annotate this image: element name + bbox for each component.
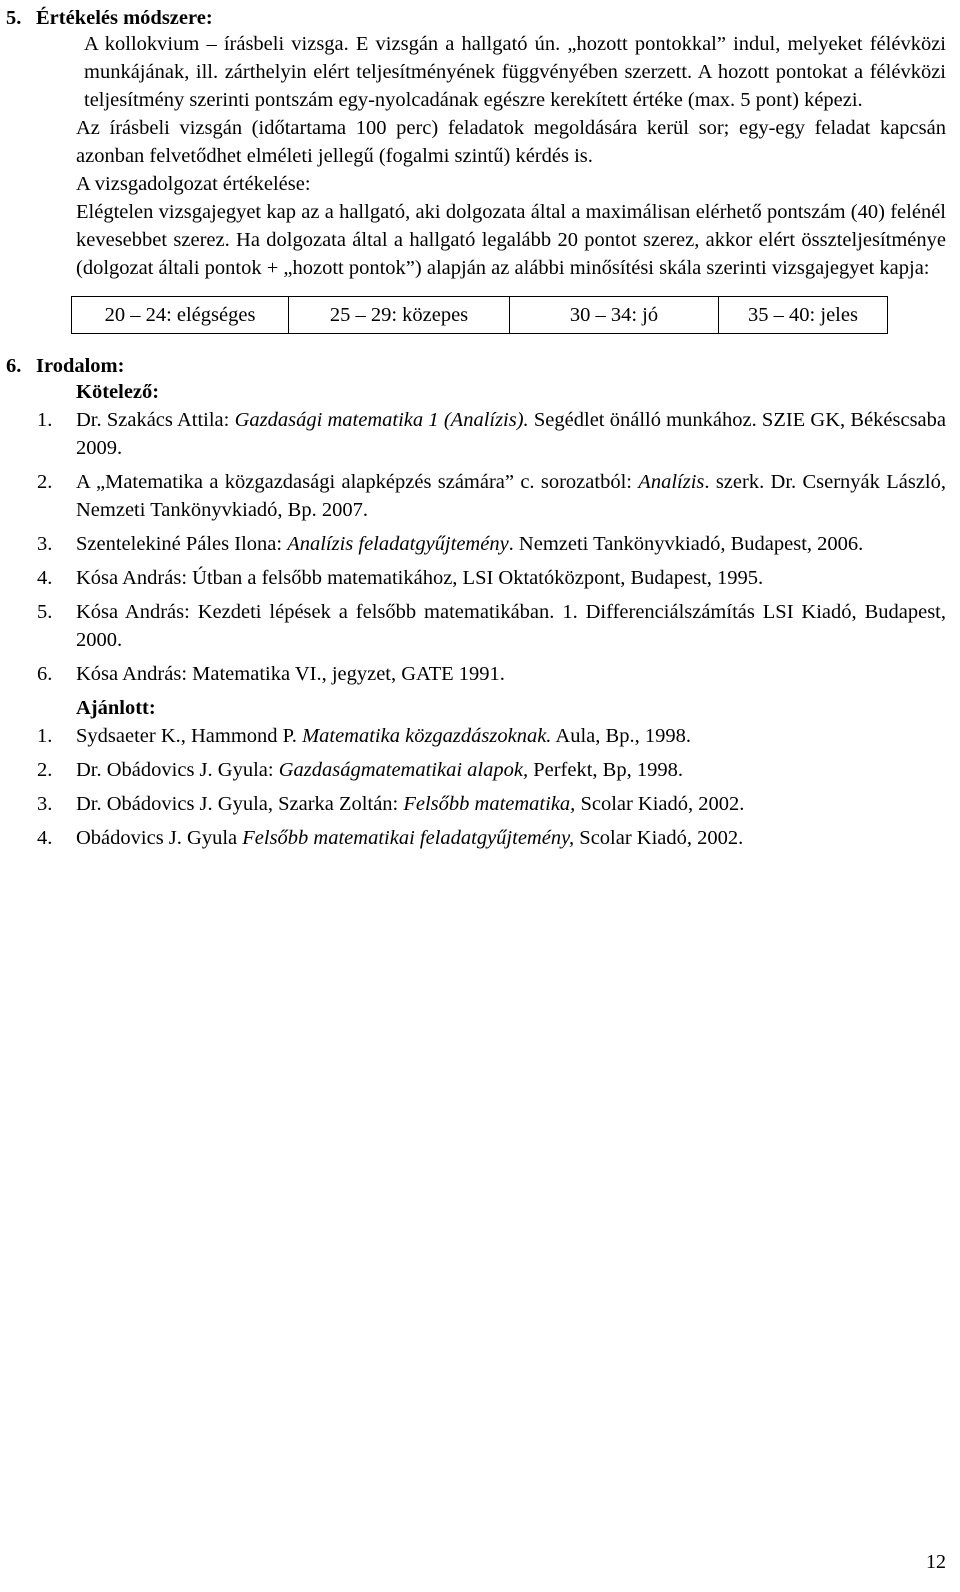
required-label: Kötelező: <box>76 381 160 403</box>
item-title: Gazdaságmatematikai alapok, <box>278 759 529 781</box>
item-text: Scolar Kiadó, 2002. <box>574 827 744 849</box>
paragraph-evaluation-heading: A vizsgadolgozat értékelése: <box>76 173 311 195</box>
paragraph-exam-duration: Az írásbeli vizsgán (időtartama 100 perc) feladatok megoldására kerül sor; egy-egy feladat kapcsán azonban felvetődhet elméleti jellegű (fogalmi szintű) kérdés is. <box>76 117 946 167</box>
item-text: Dr. Obádovics J. Gyula: <box>76 759 279 781</box>
list-item <box>6 406 946 462</box>
section-5-body <box>76 30 946 282</box>
list-item <box>6 468 946 524</box>
section-title: Értékelés módszere: <box>36 7 213 29</box>
recommended-label: Ajánlott: <box>76 697 156 719</box>
item-number: 1. <box>37 725 53 747</box>
page-number: 12 <box>926 1551 946 1573</box>
item-text: Sydsaeter K., Hammond P. <box>76 725 303 747</box>
grading-scale-table <box>71 296 888 334</box>
paragraph-exam-intro: A kollokvium – írásbeli vizsga. E vizsgán a hallgató ún. „hozott pontokkal” indul, melyeket félévközi munkájának, ill. zárthelyin elért teljesítményének függvényében szerzett. A hozott pontokat a félévközi teljesítmény szerinti pontszám egy-nyolcadának egészre kerekített értéke (max. 5 pont) képezi. <box>84 33 946 111</box>
item-text: Szentelekiné Páles Ilona: <box>76 533 288 555</box>
section-number: 6. <box>6 355 22 377</box>
item-text: Kósa András: Útban a felsőbb matematikához, LSI Oktatóközpont, Budapest, 1995. <box>76 567 764 589</box>
required-reading-list <box>6 406 946 688</box>
item-text: Kósa András: Kezdeti lépések a felsőbb matematikában. 1. Differenciálszámítás LSI Kiadó, Budapest, 2000. <box>76 601 946 651</box>
item-title: Analízis <box>638 471 705 493</box>
list-item <box>6 660 946 688</box>
item-text: . Nemzeti Tankönyvkiadó, Budapest, 2006. <box>508 533 864 555</box>
item-text: Dr. Obádovics J. Gyula, Szarka Zoltán: <box>76 793 404 815</box>
item-title: Matematika közgazdászoknak. <box>302 725 552 747</box>
item-number: 2. <box>37 471 53 493</box>
list-item <box>6 598 946 654</box>
item-number: 3. <box>37 793 53 815</box>
item-title: Gazdasági matematika 1 (Analízis). <box>234 409 529 431</box>
grade-cell: 30 – 34: jó <box>510 297 719 334</box>
list-item <box>6 722 946 750</box>
item-title: Felsőbb matematika, <box>403 793 576 815</box>
grade-cell: 25 – 29: közepes <box>289 297 510 334</box>
paragraph-evaluation-rules: Elégtelen vizsgajegyet kap az a hallgató, aki dolgozata által a maximálisan elérhető pontszám (40) felénél kevesebbet szerez. Ha dolgozata által a hallgató legalább 20 pontot szerez, akkor elért összteljesítménye (dolgozat általi pontok + „hozott pontok”) alapján az alábbi minősítési skála szerinti vizsgajegyet kapja: <box>76 201 946 279</box>
item-number: 4. <box>37 567 53 589</box>
table-row <box>72 297 888 334</box>
item-text: Obádovics J. Gyula <box>76 827 243 849</box>
item-text: . szerk. Dr. Csernyák László, Nemzeti Tankönyvkiadó, Bp. 2007. <box>76 471 947 521</box>
item-number: 4. <box>37 827 53 849</box>
list-item <box>6 530 946 558</box>
list-item <box>6 790 946 818</box>
item-text: Perfekt, Bp, 1998. <box>528 759 683 781</box>
item-text: Scolar Kiadó, 2002. <box>575 793 745 815</box>
item-text: Kósa András: Matematika VI., jegyzet, GATE 1991. <box>76 663 505 685</box>
list-item <box>6 824 946 852</box>
list-item <box>6 564 946 592</box>
item-text: A „Matematika a közgazdasági alapképzés számára” c. sorozatból: <box>76 471 639 493</box>
item-title: Felsőbb matematikai feladatgyűjtemény, <box>242 827 575 849</box>
grade-cell: 20 – 24: elégséges <box>72 297 289 334</box>
item-text: Aula, Bp., 1998. <box>551 725 691 747</box>
section-5-heading <box>6 0 946 30</box>
section-6-heading <box>6 348 946 378</box>
item-text: Dr. Szakács Attila: <box>76 409 235 431</box>
item-number: 1. <box>37 409 53 431</box>
list-item <box>6 756 946 784</box>
section-number: 5. <box>6 7 22 29</box>
item-number: 5. <box>37 601 53 623</box>
item-number: 2. <box>37 759 53 781</box>
item-number: 6. <box>37 663 53 685</box>
item-number: 3. <box>37 533 53 555</box>
grade-cell: 35 – 40: jeles <box>719 297 888 334</box>
recommended-reading-list <box>6 722 946 852</box>
document-page <box>6 0 946 858</box>
section-title: Irodalom: <box>36 355 125 377</box>
item-title: Analízis feladatgyűjtemény <box>287 533 509 555</box>
item-text: Segédlet önálló munkához. SZIE GK, Békéscsaba 2009. <box>76 409 946 459</box>
